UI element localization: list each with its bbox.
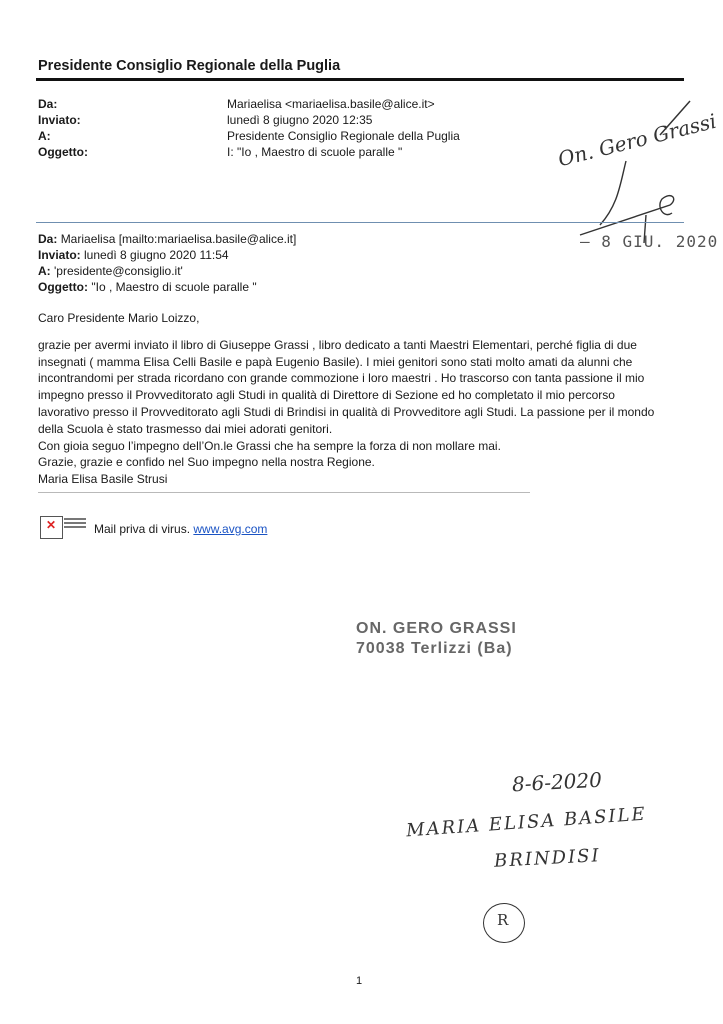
handwritten-city: BRINDISI xyxy=(493,845,602,872)
body-line: insegnati ( mamma Elisa Celli Basile e papà Eugenio Basile). I miei genitori sono stati molto amati da alunni che xyxy=(38,354,633,369)
header-to-value: Presidente Consiglio Regionale della Puglia xyxy=(227,129,460,143)
avg-notice-text: Mail priva di virus. xyxy=(94,522,191,536)
body-line: grazie per avermi inviato il libro di Giuseppe Grassi , libro dedicato a tanti Maestri Elementari, perché figlia di due xyxy=(38,337,637,352)
forward-subject: Oggetto: "Io , Maestro di scuole paralle " xyxy=(38,280,257,294)
body-line: lavorativo presso il Provveditorato agli Studi di Brindisi in qualità di Provveditore agli Studi. La passione per il mondo xyxy=(38,404,655,419)
header-from-value: Mariaelisa <mariaelisa.basile@alice.it> xyxy=(227,97,435,111)
title-divider xyxy=(36,78,684,81)
body-line: della Scuola è stato trasmesso dai miei adorati genitori. xyxy=(38,421,333,436)
received-date-stamp: – 8 GIU. 2020 xyxy=(580,232,719,251)
forward-divider xyxy=(36,222,684,223)
avg-notice xyxy=(94,522,267,536)
office-stamp-line2: 70038 Terlizzi (Ba) xyxy=(356,640,513,657)
avg-link[interactable]: www.avg.com xyxy=(193,522,268,536)
office-stamp-line1: ON. GERO GRASSI xyxy=(356,620,517,637)
handwritten-annotation: On. Gero Grassi xyxy=(555,108,719,172)
header-subject-value: I: "Io , Maestro di scuole paralle " xyxy=(227,145,403,159)
image-placeholder-lines-icon xyxy=(64,518,86,530)
handwritten-date: 8-6-2020 xyxy=(511,767,603,797)
broken-image-x-icon: ✕ xyxy=(46,518,57,532)
header-from-label: Da: xyxy=(38,97,58,111)
header-sent-label: Inviato: xyxy=(38,113,81,127)
body-line: Grazie, grazie e confido nel Suo impegno nella nostra Regione. xyxy=(38,455,375,470)
circled-mark-letter: R xyxy=(497,911,509,929)
handwritten-name: MARIA ELISA BASILE xyxy=(405,803,648,842)
body-line: incontrandomi per strada ricordano con grande commozione i loro maestri . Ho trascorso con tanta passione il mio xyxy=(38,371,645,386)
forward-to: A: 'presidente@consiglio.it' xyxy=(38,264,183,278)
forward-from: Da: Mariaelisa [mailto:mariaelisa.basile@alice.it] xyxy=(38,232,297,246)
signature-line: Maria Elisa Basile Strusi xyxy=(38,472,168,487)
header-sent-value: lunedì 8 giugno 2020 12:35 xyxy=(227,113,373,127)
body-greeting: Caro Presidente Mario Loizzo, xyxy=(38,311,200,325)
signature-divider xyxy=(38,492,530,493)
document-title: Presidente Consiglio Regionale della Puglia xyxy=(38,58,341,74)
body-line: Con gioia seguo l’impegno dell’On.le Grassi che ha sempre la forza di non mollare mai. xyxy=(38,438,501,453)
body-line: impegno presso il Provveditorato agli Studi in qualità di Direttore di Sezione ed ho completato il mio percorso xyxy=(38,388,615,403)
header-subject-label: Oggetto: xyxy=(38,145,88,159)
header-to-label: A: xyxy=(38,129,51,143)
email-body xyxy=(38,310,688,488)
forward-sent: Inviato: lunedì 8 giugno 2020 11:54 xyxy=(38,248,229,262)
page-number: 1 xyxy=(356,975,363,987)
